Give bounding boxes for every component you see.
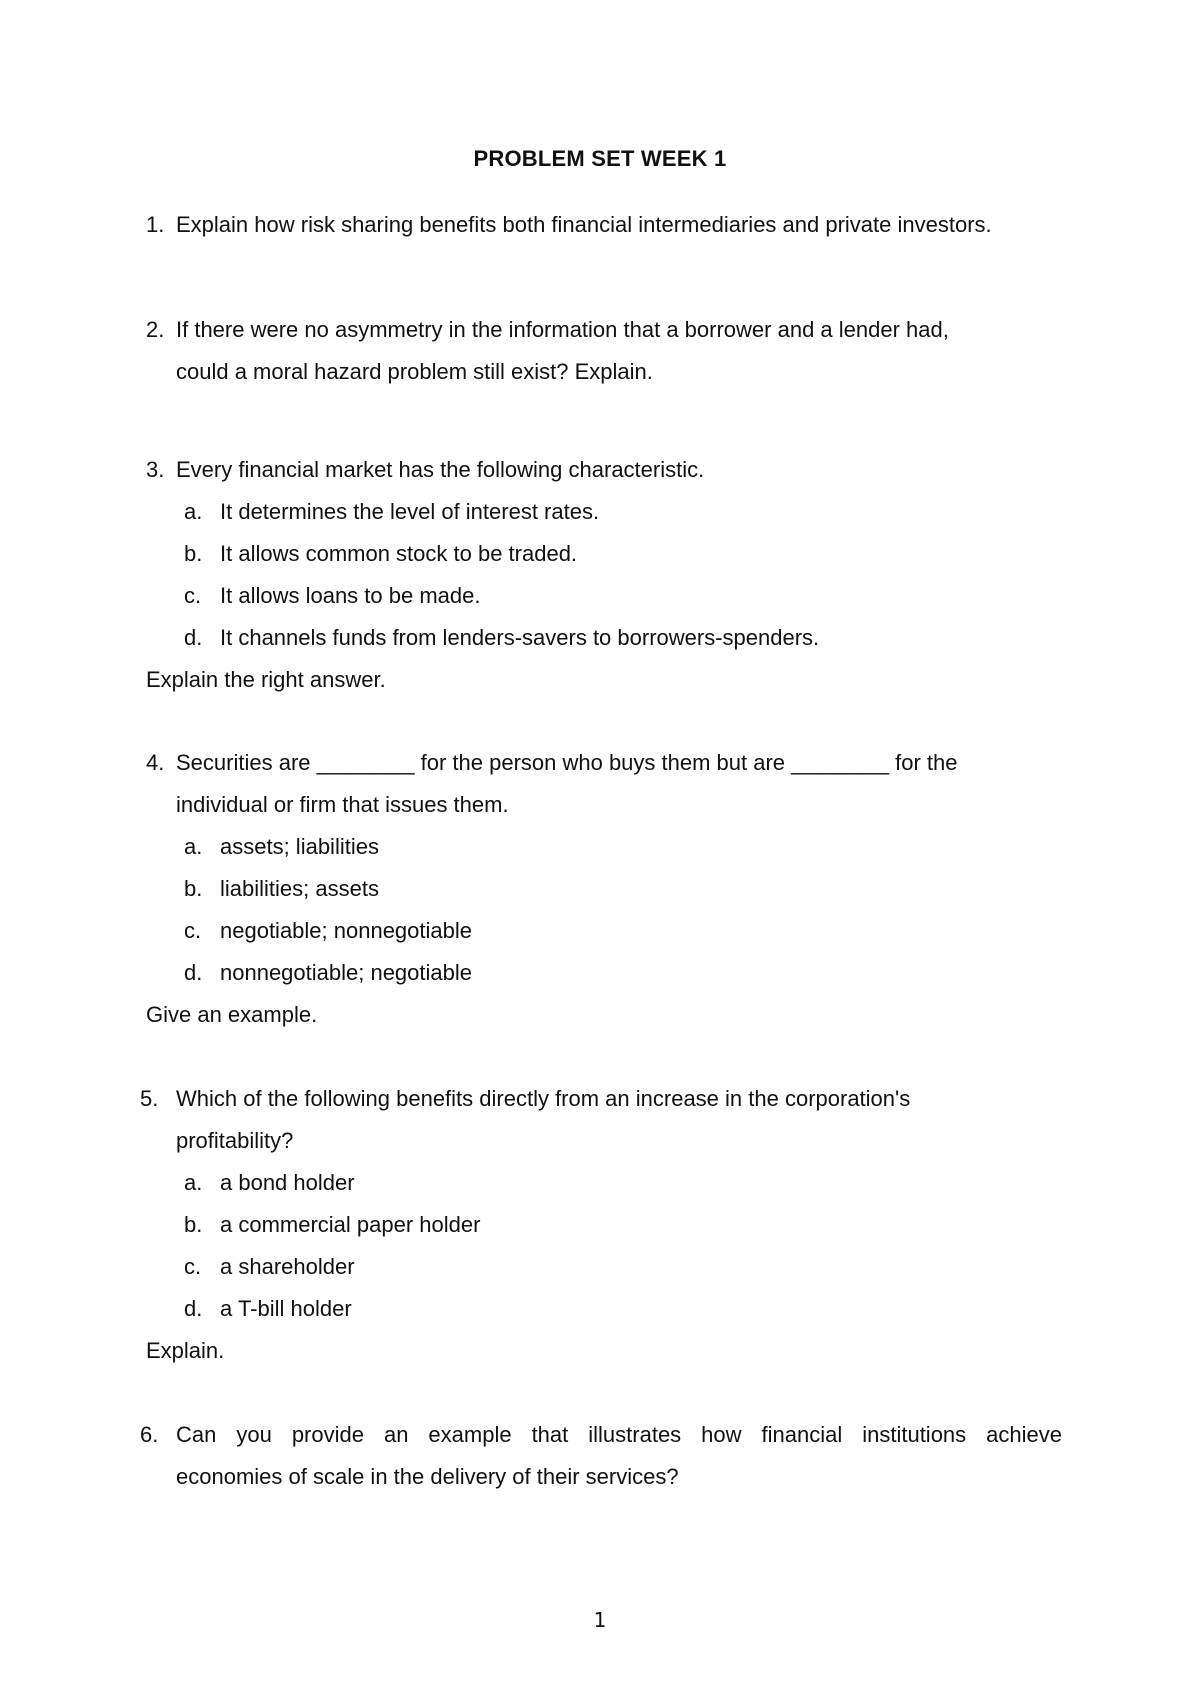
- question-4-option-d-letter: d.: [184, 960, 203, 985]
- question-3-line-1: Every financial market has the following characteristic.: [176, 457, 705, 482]
- question-2-number: 2.: [146, 317, 165, 342]
- question-3-number: 3.: [146, 457, 165, 482]
- question-6-line-2: economies of scale in the delivery of their services?: [176, 1464, 679, 1489]
- question-3-option-d-letter: d.: [184, 625, 203, 650]
- question-5-line-1: Which of the following benefits directly from an increase in the corporation's: [176, 1086, 911, 1111]
- question-5-option-a-text: a bond holder: [220, 1170, 355, 1195]
- question-5-option-c-letter: c.: [184, 1254, 202, 1279]
- question-5-followup: Explain.: [146, 1338, 225, 1363]
- question-2-line-1: If there were no asymmetry in the information that a borrower and a lender had,: [176, 317, 949, 342]
- question-4-option-b-text: liabilities; assets: [220, 876, 379, 901]
- question-2-line-2: could a moral hazard problem still exist? Explain.: [176, 359, 653, 384]
- question-3-option-a-text: It determines the level of interest rates.: [220, 499, 600, 524]
- question-5-line-2: profitability?: [176, 1128, 294, 1153]
- question-5-option-c-text: a shareholder: [220, 1254, 355, 1279]
- question-6-number: 6.: [140, 1422, 159, 1447]
- question-4-option-a-text: assets; liabilities: [220, 834, 379, 859]
- question-5-option-b-letter: b.: [184, 1212, 203, 1237]
- question-3-followup: Explain the right answer.: [146, 667, 386, 692]
- question-3-option-b-text: It allows common stock to be traded.: [220, 541, 578, 566]
- question-3-option-c-letter: c.: [184, 583, 202, 608]
- question-6-line-1: Can you provide an example that illustrates how financial institutions achieve: [176, 1422, 1062, 1447]
- question-4-line-2: individual or firm that issues them.: [176, 792, 509, 817]
- question-4-number: 4.: [146, 750, 165, 775]
- question-3-option-d-text: It channels funds from lenders-savers to borrowers-spenders.: [220, 625, 820, 650]
- page-title: PROBLEM SET WEEK 1: [473, 146, 727, 171]
- question-5-option-d-letter: d.: [184, 1296, 203, 1321]
- question-4-option-b-letter: b.: [184, 876, 203, 901]
- question-4-option-c-text: negotiable; nonnegotiable: [220, 918, 473, 943]
- question-5-number: 5.: [140, 1086, 159, 1111]
- page-number: 1: [593, 1608, 607, 1632]
- question-4-line-1: Securities are ________ for the person who buys them but are ________ for the: [176, 750, 958, 775]
- question-5-option-b-text: a commercial paper holder: [220, 1212, 481, 1237]
- question-3-option-a-letter: a.: [184, 499, 203, 524]
- question-4-option-d-text: nonnegotiable; negotiable: [220, 960, 473, 985]
- question-1-line-1: Explain how risk sharing benefits both financial intermediaries and private investors.: [176, 212, 992, 237]
- question-1-number: 1.: [146, 212, 165, 237]
- question-5-option-d-text: a T-bill holder: [220, 1296, 352, 1321]
- question-4-followup: Give an example.: [146, 1002, 318, 1027]
- question-4-option-c-letter: c.: [184, 918, 202, 943]
- question-3-option-b-letter: b.: [184, 541, 203, 566]
- question-3-option-c-text: It allows loans to be made.: [220, 583, 481, 608]
- question-4-option-a-letter: a.: [184, 834, 203, 859]
- question-5-option-a-letter: a.: [184, 1170, 203, 1195]
